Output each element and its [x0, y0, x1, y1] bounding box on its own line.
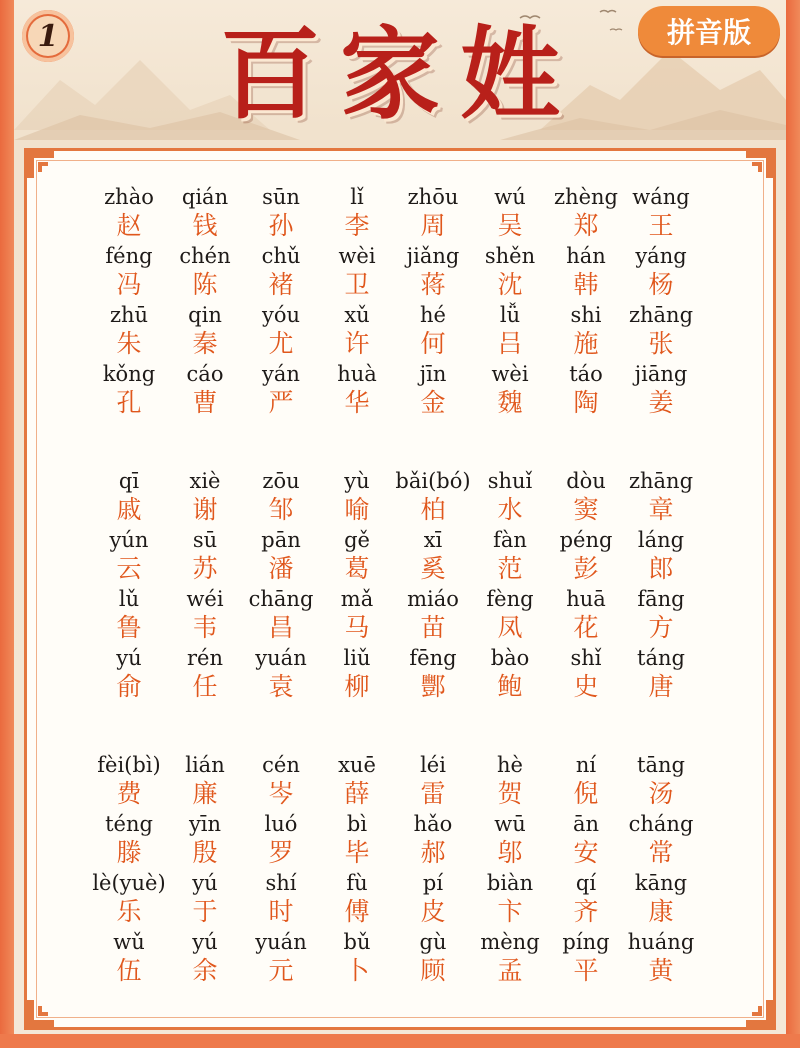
- pinyin-label: chǔ: [261, 244, 301, 268]
- surname-character: 范: [497, 554, 523, 583]
- pinyin-label: fù: [346, 871, 368, 895]
- surname-character: 钱: [192, 211, 218, 240]
- pinyin-label: ān: [572, 812, 600, 836]
- pinyin-label: ní: [575, 753, 597, 777]
- pinyin-label: yú: [116, 646, 142, 670]
- pinyin-label: sū: [192, 528, 218, 552]
- surname-character: 滕: [116, 838, 142, 867]
- surname-character: 严: [268, 388, 294, 417]
- surname-character: 卞: [497, 897, 523, 926]
- pinyin-label: lǚ: [499, 303, 521, 327]
- pinyin-label: yóu: [261, 303, 301, 327]
- pinyin-label: zhū: [109, 303, 149, 327]
- pinyin-label: xī: [423, 528, 443, 552]
- pinyin-label: pān: [261, 528, 301, 552]
- pinyin-label: táo: [569, 362, 603, 386]
- surname-character: 许: [344, 329, 370, 358]
- pinyin-label: lè(yuè): [92, 871, 166, 895]
- surname-character: 朱: [116, 329, 142, 358]
- surname-character: 孟: [497, 956, 523, 985]
- pinyin-label: chén: [179, 244, 231, 268]
- pinyin-label: shí: [265, 871, 297, 895]
- pinyin-label: zōu: [262, 469, 300, 493]
- pinyin-label: huáng: [627, 930, 695, 954]
- pinyin-label: yīn: [188, 812, 222, 836]
- pinyin-label: zhōu: [407, 185, 459, 209]
- surname-character: 郎: [648, 554, 674, 583]
- surname-character: 廉: [192, 779, 218, 808]
- pinyin-label: huā: [566, 587, 606, 611]
- pinyin-label: qin: [188, 303, 222, 327]
- pinyin-label: yú: [192, 930, 218, 954]
- pinyin-label: shěn: [484, 244, 536, 268]
- pinyin-label: zhāng: [628, 303, 694, 327]
- surname-character: 褚: [268, 270, 294, 299]
- surname-character: 袁: [268, 672, 294, 701]
- pinyin-label: hǎo: [413, 812, 453, 836]
- pinyin-label: cáo: [186, 362, 224, 386]
- surname-character: 秦: [192, 329, 218, 358]
- pinyin-label: kǒng: [102, 362, 156, 386]
- pinyin-label: wú: [494, 185, 526, 209]
- page-number: 1: [28, 16, 68, 56]
- surname-character: 俞: [116, 672, 142, 701]
- pinyin-label: fèi(bì): [97, 753, 161, 777]
- surname-character: 花: [573, 613, 599, 642]
- surname-character: 史: [573, 672, 599, 701]
- surname-character: 康: [648, 897, 674, 926]
- surname-character: 罗: [268, 838, 294, 867]
- pinyin-label: cháng: [628, 812, 694, 836]
- pinyin-label: zhāng: [628, 469, 694, 493]
- pinyin-label: zhào: [104, 185, 154, 209]
- pinyin-label: yú: [192, 871, 218, 895]
- pinyin-label: biàn: [486, 871, 534, 895]
- pinyin-label: pí: [422, 871, 444, 895]
- pinyin-label: xǔ: [344, 303, 370, 327]
- surname-character: 云: [116, 554, 142, 583]
- surname-character: 华: [344, 388, 370, 417]
- pinyin-label: wéi: [186, 587, 224, 611]
- pinyin-label: jiǎng: [406, 244, 460, 268]
- surname-character: 章: [648, 495, 674, 524]
- pinyin-label: féng: [105, 244, 153, 268]
- surname-character: 岑: [268, 779, 294, 808]
- surname-character: 奚: [420, 554, 446, 583]
- surname-character: 皮: [420, 897, 446, 926]
- surname-character: 时: [268, 897, 294, 926]
- pinyin-label: rén: [187, 646, 223, 670]
- pinyin-label: shǐ: [570, 646, 602, 670]
- pinyin-label: lián: [185, 753, 225, 777]
- surname-character: 喻: [344, 495, 370, 524]
- surname-character: 尤: [268, 329, 294, 358]
- surname-character: 乐: [116, 897, 142, 926]
- pinyin-label: yuán: [255, 646, 307, 670]
- surname-character: 雷: [420, 779, 446, 808]
- surname-character: 任: [192, 672, 218, 701]
- surname-character: 邹: [268, 495, 294, 524]
- pinyin-label: yuán: [255, 930, 307, 954]
- pinyin-label: tāng: [637, 753, 685, 777]
- pinyin-label: fēng: [409, 646, 457, 670]
- surname-character: 水: [497, 495, 523, 524]
- pinyin-label: hán: [566, 244, 606, 268]
- surname-character: 酆: [420, 672, 446, 701]
- pinyin-label: hè: [497, 753, 523, 777]
- surname-character: 余: [192, 956, 218, 985]
- surname-character: 赵: [116, 211, 142, 240]
- pinyin-label: jiāng: [634, 362, 688, 386]
- pinyin-edition-badge: 拼音版: [638, 6, 780, 56]
- pinyin-label: léi: [420, 753, 446, 777]
- pinyin-label: wèi: [491, 362, 529, 386]
- pinyin-label: zhèng: [554, 185, 618, 209]
- surname-character: 黄: [648, 956, 674, 985]
- surname-character: 凤: [497, 613, 523, 642]
- pinyin-label: qí: [575, 871, 597, 895]
- surname-character: 何: [420, 329, 446, 358]
- surname-character: 吴: [497, 211, 523, 240]
- surname-character: 昌: [268, 613, 294, 642]
- surname-character: 唐: [648, 672, 674, 701]
- surname-character: 陈: [192, 270, 218, 299]
- pinyin-label: péng: [559, 528, 613, 552]
- pinyin-label: táng: [637, 646, 685, 670]
- pinyin-label: bì: [346, 812, 368, 836]
- surname-character: 孔: [116, 388, 142, 417]
- pinyin-label: sūn: [262, 185, 300, 209]
- pinyin-label: gě: [344, 528, 370, 552]
- surname-character: 方: [648, 613, 674, 642]
- surname-character: 元: [268, 956, 294, 985]
- pinyin-label: wáng: [632, 185, 690, 209]
- surname-character: 苗: [420, 613, 446, 642]
- pinyin-label: lǔ: [118, 587, 140, 611]
- pinyin-label: yáng: [635, 244, 687, 268]
- pinyin-label: téng: [105, 812, 153, 836]
- surname-character: 柏: [420, 495, 446, 524]
- surname-character: 伍: [116, 956, 142, 985]
- surname-character: 魏: [497, 388, 523, 417]
- surname-character: 彭: [573, 554, 599, 583]
- surname-character: 沈: [497, 270, 523, 299]
- pinyin-label: lǐ: [350, 185, 364, 209]
- pinyin-label: xiè: [189, 469, 221, 493]
- pinyin-label: yún: [109, 528, 149, 552]
- pinyin-label: wǔ: [113, 930, 145, 954]
- pinyin-label: wū: [494, 812, 526, 836]
- pinyin-label: bào: [490, 646, 530, 670]
- surname-character: 于: [192, 897, 218, 926]
- surname-character: 郝: [420, 838, 446, 867]
- pinyin-label: cén: [262, 753, 300, 777]
- surname-character: 邬: [497, 838, 523, 867]
- pinyin-label: píng: [562, 930, 610, 954]
- surname-character: 苏: [192, 554, 218, 583]
- surname-character: 孙: [268, 211, 294, 240]
- pinyin-label: luó: [264, 812, 298, 836]
- surname-character: 平: [573, 956, 599, 985]
- surname-character: 汤: [648, 779, 674, 808]
- pinyin-label: huà: [337, 362, 377, 386]
- pinyin-label: gù: [419, 930, 447, 954]
- pinyin-label: xuē: [338, 753, 376, 777]
- surname-character: 顾: [420, 956, 446, 985]
- surname-character: 韦: [192, 613, 218, 642]
- surname-character: 薛: [344, 779, 370, 808]
- surname-character: 金: [420, 388, 446, 417]
- pinyin-label: yù: [344, 469, 370, 493]
- surname-character: 窦: [573, 495, 599, 524]
- pinyin-label: mèng: [480, 930, 540, 954]
- surname-character: 鲍: [497, 672, 523, 701]
- surname-character: 张: [648, 329, 674, 358]
- surname-character: 吕: [497, 329, 523, 358]
- pinyin-label: yán: [262, 362, 300, 386]
- pinyin-label: liǔ: [343, 646, 371, 670]
- pinyin-label: mǎ: [340, 587, 374, 611]
- surname-character: 费: [116, 779, 142, 808]
- surname-character: 倪: [573, 779, 599, 808]
- surname-character: 贺: [497, 779, 523, 808]
- surname-character: 葛: [344, 554, 370, 583]
- pinyin-label: fèng: [486, 587, 534, 611]
- pinyin-label: shi: [570, 303, 602, 327]
- surname-character: 马: [344, 613, 370, 642]
- pinyin-label: dòu: [566, 469, 606, 493]
- pinyin-label: qī: [118, 469, 140, 493]
- surname-character: 谢: [192, 495, 218, 524]
- surname-character: 施: [573, 329, 599, 358]
- surname-character: 傅: [344, 897, 370, 926]
- surname-character: 卜: [344, 956, 370, 985]
- surname-character: 安: [573, 838, 599, 867]
- pinyin-label: qián: [181, 185, 229, 209]
- pinyin-label: chāng: [248, 587, 314, 611]
- surname-character: 柳: [344, 672, 370, 701]
- surname-character: 韩: [573, 270, 599, 299]
- surname-character: 鲁: [116, 613, 142, 642]
- surname-character: 王: [648, 211, 674, 240]
- pinyin-label: jīn: [419, 362, 447, 386]
- surname-character: 杨: [648, 270, 674, 299]
- pinyin-label: wèi: [338, 244, 376, 268]
- surname-character: 殷: [192, 838, 218, 867]
- pinyin-label: shuǐ: [487, 469, 533, 493]
- surname-character: 李: [344, 211, 370, 240]
- surname-character: 潘: [268, 554, 294, 583]
- pinyin-label: hé: [420, 303, 446, 327]
- surname-character: 郑: [573, 211, 599, 240]
- surname-character: 周: [420, 211, 446, 240]
- page-title: 百家姓: [220, 15, 580, 133]
- surname-character: 齐: [573, 897, 599, 926]
- pinyin-label: kāng: [634, 871, 688, 895]
- pinyin-label: bǔ: [343, 930, 371, 954]
- surname-character: 毕: [344, 838, 370, 867]
- pinyin-label: láng: [637, 528, 685, 552]
- pinyin-label: fāng: [637, 587, 685, 611]
- surname-character: 蒋: [420, 270, 446, 299]
- surname-character: 曹: [192, 388, 218, 417]
- surname-character: 姜: [648, 388, 674, 417]
- surname-character: 常: [648, 838, 674, 867]
- surname-character: 戚: [116, 495, 142, 524]
- pinyin-label: bǎi(bó): [395, 469, 471, 493]
- surname-character: 冯: [116, 270, 142, 299]
- surname-character: 卫: [344, 270, 370, 299]
- pinyin-label: miáo: [407, 587, 459, 611]
- pinyin-label: fàn: [493, 528, 527, 552]
- surname-character: 陶: [573, 388, 599, 417]
